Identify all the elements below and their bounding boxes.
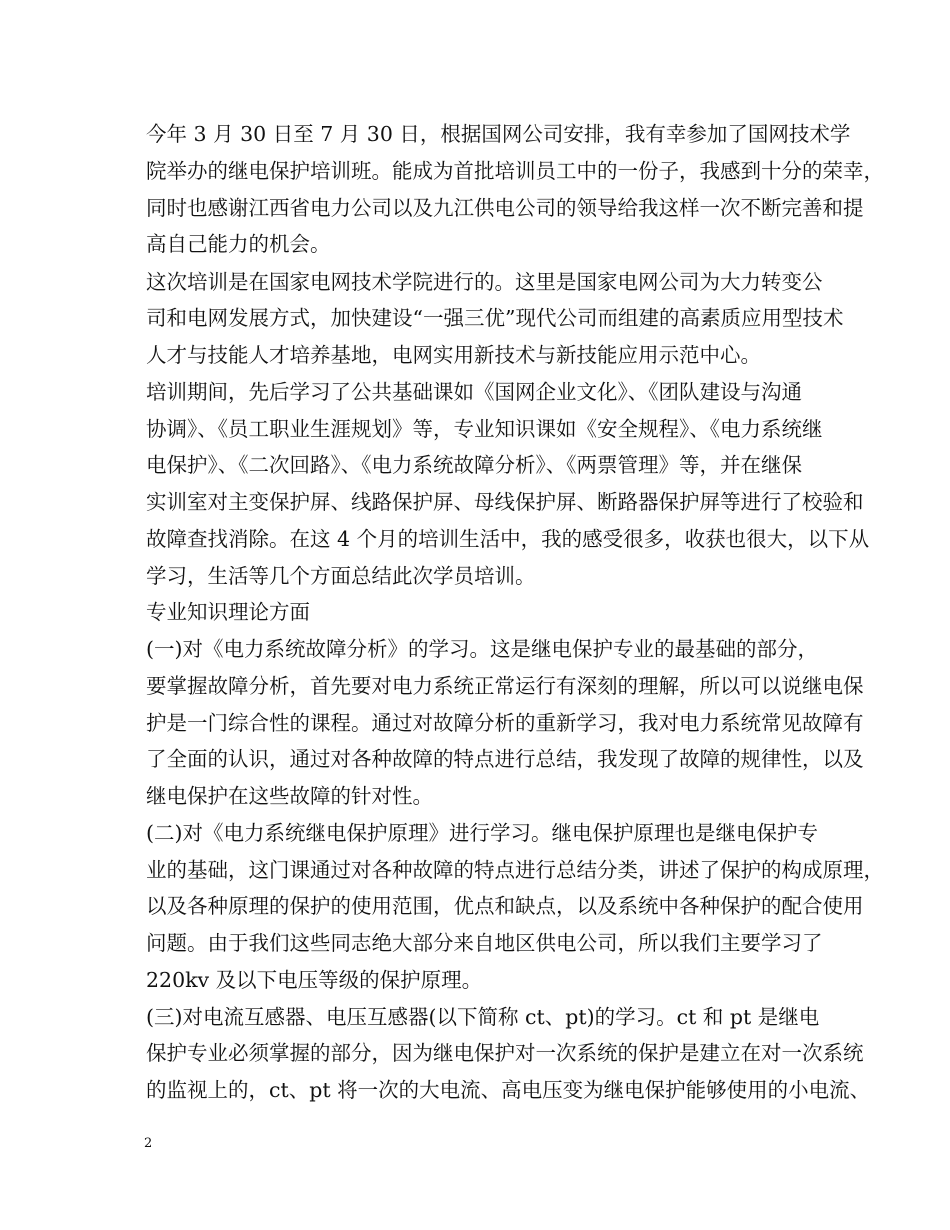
text-line: (三)对电流互感器、电压互感器(以下简称 ct、pt)的学习。ct 和 pt 是继电 xyxy=(146,1005,820,1029)
text-line: 的监视上的，ct、pt 将一次的大电流、高电压变为继电保护能够使用的小电流、 xyxy=(146,1078,871,1102)
text-line: 这次培训是在国家电网技术学院进行的。这里是国家电网公司为大力转变公 xyxy=(146,270,823,294)
text-line: 保护专业必须掌握的部分，因为继电保护对一次系统的保护是建立在对一次系统 xyxy=(146,1041,864,1065)
text-line: 问题。由于我们这些同志绝大部分来自地区供电公司，所以我们主要学习了 xyxy=(146,931,823,955)
text-line: 护是一门综合性的课程。通过对故障分析的重新学习，我对电力系统常见故障有 xyxy=(146,711,864,735)
text-line: 同时也感谢江西省电力公司以及九江供电公司的领导给我这样一次不断完善和提 xyxy=(146,196,864,220)
text-line: 院举办的继电保护培训班。能成为首批培训员工中的一份子，我感到十分的荣幸， xyxy=(146,159,884,183)
section-heading: 专业知识理论方面 xyxy=(146,600,310,624)
text-line: 高自己能力的机会。 xyxy=(146,232,331,256)
text-line: 故障查找消除。在这 4 个月的培训生活中，我的感受很多，收获也很大，以下从 xyxy=(146,527,870,551)
text-line: 实训室对主变保护屏、线路保护屏、母线保护屏、断路器保护屏等进行了校验和 xyxy=(146,490,864,514)
text-line: 今年 3 月 30 日至 7 月 30 日，根据国网公司安排，我有幸参加了国网技术学 xyxy=(146,122,851,146)
text-line: 协调》、《员工职业生涯规划》等，专业知识课如《安全规程》、《电力系统继 xyxy=(146,417,823,441)
text-line: (二)对《电力系统继电保护原理》进行学习。继电保护原理也是继电保护专 xyxy=(146,821,818,845)
text-line: 要掌握故障分析，首先要对电力系统正常运行有深刻的理解，所以可以说继电保 xyxy=(146,674,864,698)
text-line: 继电保护在这些故障的针对性。 xyxy=(146,784,433,808)
text-line: 培训期间，先后学习了公共基础课如《国网企业文化》、《团队建设与沟通 xyxy=(146,380,802,404)
text-line: (一)对《电力系统故障分析》的学习。这是继电保护专业的最基础的部分， xyxy=(146,637,818,661)
text-line: 学习，生活等几个方面总结此次学员培训。 xyxy=(146,564,536,588)
text-line: 220kv 及以下电压等级的保护原理。 xyxy=(146,968,483,992)
text-line: 以及各种原理的保护的使用范围，优点和缺点，以及系统中各种保护的配合使用 xyxy=(146,894,864,918)
text-line: 电保护》、《二次回路》、《电力系统故障分析》、《两票管理》等，并在继保 xyxy=(146,453,802,477)
page-number: 2 xyxy=(144,1136,153,1151)
text-line: 业的基础，这门课通过对各种故障的特点进行总结分类，讲述了保护的构成原理， xyxy=(146,858,884,882)
text-line: 了全面的认识，通过对各种故障的特点进行总结，我发现了故障的规律性，以及 xyxy=(146,747,864,771)
text-line: 人才与技能人才培养基地，电网实用新技术与新技能应用示范中心。 xyxy=(146,343,761,367)
text-line: 司和电网发展方式，加快建设“一强三优”现代公司而组建的高素质应用型技术 xyxy=(146,306,844,330)
